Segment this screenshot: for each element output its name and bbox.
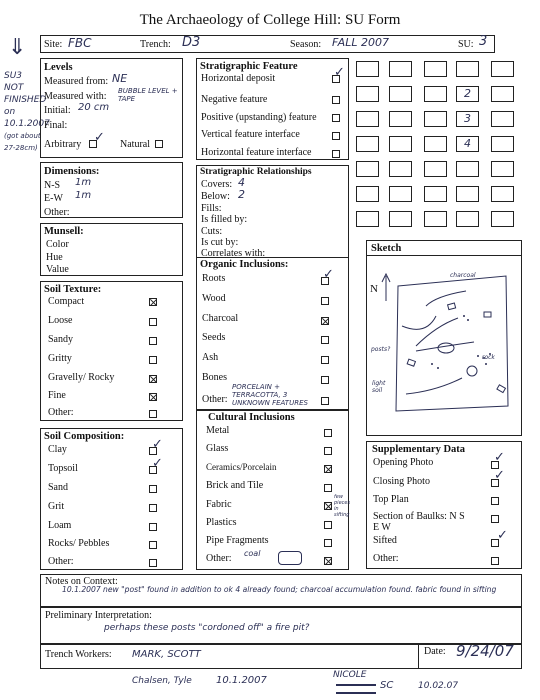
organic-roots: Roots — [202, 273, 226, 284]
rel-covers-value: 4 — [238, 176, 245, 189]
cultural-metal: Metal — [206, 425, 230, 436]
rel-fills: Fills: — [201, 203, 222, 214]
sketch-label-light-soil: light soil — [372, 380, 386, 394]
supplementary-title: Supplementary Data — [372, 444, 466, 455]
cultural-title: Cultural Inclusions — [208, 412, 295, 423]
supp-opening-photo: Opening Photo — [373, 457, 434, 468]
cultural-fabric-checkbox[interactable] — [324, 502, 332, 510]
su-number-box[interactable] — [356, 186, 379, 202]
measured-from-value: NE — [112, 72, 128, 85]
signature-date-2: 10.02.07 — [418, 681, 459, 691]
su-number-box[interactable] — [424, 86, 447, 102]
notes-value: 10.1.2007 new "post" found in addition to ok 4 already found; charcoal accumulation found. fabric found in sifting — [62, 585, 497, 594]
date-value: 9/24/07 — [456, 642, 514, 660]
texture-gritty: Gritty — [48, 353, 72, 364]
comp-other: Other: — [48, 556, 74, 567]
rel-cut-by: Is cut by: — [201, 237, 239, 248]
texture-sandy-checkbox[interactable] — [149, 337, 157, 345]
su-number-box[interactable] — [389, 211, 412, 227]
cultural-fabric-note: few pieces in sifting — [334, 494, 351, 518]
trench-label: Trench: — [140, 39, 171, 50]
measured-from-label: Measured from: — [44, 76, 109, 87]
supp-other-checkbox[interactable] — [491, 557, 499, 565]
su-number-box[interactable] — [424, 61, 447, 77]
su-number-box[interactable] — [424, 111, 447, 127]
supp-sifted-check-mark: ✓ — [497, 528, 508, 543]
arbitrary-check-mark: ✓ — [94, 130, 105, 145]
supp-top-plan-checkbox[interactable] — [491, 497, 499, 505]
curve-1 — [402, 316, 436, 329]
sketch-label-rock: rock — [482, 354, 495, 361]
su-number-box[interactable] — [491, 61, 514, 77]
ns-label: N-S — [44, 180, 61, 191]
post-3 — [407, 359, 415, 366]
coal-scribble — [278, 551, 302, 565]
organic-seeds-checkbox[interactable] — [321, 336, 329, 344]
su-number-box[interactable] — [356, 61, 379, 77]
organic-other-checkbox[interactable] — [321, 397, 329, 405]
arrow-1 — [416, 318, 458, 346]
su-number-box[interactable] — [356, 211, 379, 227]
cultural-glass-checkbox[interactable] — [324, 447, 332, 455]
su-number-box[interactable] — [491, 136, 514, 152]
rel-below: Below: — [201, 191, 230, 202]
sketch-outline — [396, 276, 508, 411]
comp-topsoil: Topsoil — [48, 463, 78, 474]
season-label: Season: — [290, 39, 322, 50]
su-number-box[interactable] — [389, 186, 412, 202]
workers-value: MARK, SCOTT — [132, 649, 201, 660]
organic-wood-checkbox[interactable] — [321, 297, 329, 305]
su-number-box[interactable] — [389, 136, 412, 152]
munsell-title: Munsell: — [44, 226, 84, 237]
post-2 — [484, 312, 491, 317]
date-label: Date: — [424, 646, 446, 657]
strat-feature-title: Stratigraphic Feature — [200, 61, 298, 72]
post-1 — [448, 303, 456, 310]
signature-initials-2: SC — [380, 680, 394, 691]
rel-below-value: 2 — [238, 188, 245, 201]
dot-5 — [431, 363, 433, 365]
comp-clay-check-mark: ✓ — [152, 437, 163, 452]
comp-clay: Clay — [48, 444, 67, 455]
su-number-box[interactable] — [424, 161, 447, 177]
strat-vertical-checkbox[interactable] — [332, 132, 340, 140]
workers-section — [40, 644, 522, 669]
comp-rocks-checkbox[interactable] — [149, 541, 157, 549]
interpretation-value: perhaps these posts "cordoned off" a fire pit? — [104, 623, 310, 633]
supp-section-baulks: Section of Baulks: N S E W — [373, 511, 465, 533]
organic-seeds: Seeds — [202, 332, 226, 343]
su-value: 3 — [479, 34, 488, 49]
strikeout-scribble — [336, 684, 376, 694]
cultural-pipe-checkbox[interactable] — [324, 539, 332, 547]
texture-compact: Compact — [48, 296, 85, 307]
organic-charcoal-checkbox[interactable] — [321, 317, 329, 325]
su-number-box[interactable] — [491, 111, 514, 127]
su-number-box[interactable] — [456, 186, 479, 202]
cultural-brick: Brick and Tile — [206, 480, 264, 491]
supp-section-baulks-checkbox[interactable] — [491, 515, 499, 523]
su-number-box[interactable] — [356, 86, 379, 102]
dot-7 — [463, 315, 465, 317]
organic-wood: Wood — [202, 293, 226, 304]
rel-cuts: Cuts: — [201, 226, 223, 237]
strat-vertical: Vertical feature interface — [201, 129, 300, 140]
cultural-metal-checkbox[interactable] — [324, 429, 332, 437]
texture-loose-checkbox[interactable] — [149, 318, 157, 326]
organic-roots-check-mark: ✓ — [323, 267, 334, 282]
cultural-other: Other: — [206, 553, 232, 564]
sketch-north-label: N — [370, 283, 378, 295]
levels-title: Levels — [44, 62, 73, 73]
measured-with-label: Measured with: — [44, 91, 107, 102]
natural-label: Natural — [120, 139, 150, 150]
sketch-label-posts: posts? — [371, 346, 391, 353]
cultural-brick-checkbox[interactable] — [324, 484, 332, 492]
comp-rocks: Rocks/ Pebbles — [48, 538, 110, 549]
su-number-box[interactable] — [491, 161, 514, 177]
soil-texture-title: Soil Texture: — [44, 284, 102, 295]
date-divider — [418, 644, 419, 669]
munsell-color: Color — [46, 239, 69, 250]
initial-value: 20 cm — [78, 102, 110, 113]
trench-value: D3 — [182, 35, 201, 50]
organic-ash: Ash — [202, 352, 219, 363]
texture-compact-checkbox[interactable] — [149, 298, 157, 306]
su-number-box[interactable] — [356, 136, 379, 152]
cultural-fabric: Fabric — [206, 499, 232, 510]
texture-loose: Loose — [48, 315, 73, 326]
comp-other-checkbox[interactable] — [149, 559, 157, 567]
su-number-box[interactable] — [456, 211, 479, 227]
strat-negative-checkbox[interactable] — [332, 96, 340, 104]
organic-bones-checkbox[interactable] — [321, 376, 329, 384]
su-number-box[interactable] — [424, 211, 447, 227]
supp-closing-check-mark: ✓ — [494, 468, 505, 483]
organic-title: Organic Inclusions: — [200, 259, 289, 270]
rock-circle — [467, 366, 477, 376]
sketch-title: Sketch — [371, 243, 402, 254]
site-value: FBC — [68, 36, 92, 50]
comp-grit-checkbox[interactable] — [149, 504, 157, 512]
interpretation-label: Preliminary Interpretation: — [45, 610, 152, 621]
dot-4 — [485, 363, 487, 365]
su-number-box[interactable]: 2 — [456, 86, 479, 102]
organic-ash-checkbox[interactable] — [321, 356, 329, 364]
signature-name-2: NICOLE — [333, 670, 367, 680]
su-number-box[interactable] — [424, 186, 447, 202]
comp-sand-checkbox[interactable] — [149, 485, 157, 493]
su-number-box[interactable] — [356, 111, 379, 127]
header-bar — [40, 35, 495, 53]
cultural-plastics: Plastics — [206, 517, 237, 528]
strat-horizontal-interface: Horizontal feature interface — [201, 147, 312, 158]
dot-6 — [437, 367, 439, 369]
supp-sifted: Sifted — [373, 535, 397, 546]
sketch-label-charcoal: charcoal — [450, 272, 476, 279]
supp-closing-photo: Closing Photo — [373, 476, 430, 487]
soil-composition-title: Soil Composition: — [44, 431, 125, 442]
supp-other: Other: — [373, 553, 399, 564]
margin-note: SU3 NOT FINISHED on 10.1.2007 (got about 27-28cm) — [4, 71, 50, 152]
cultural-other-checkbox[interactable] — [324, 557, 332, 565]
final-label: Final: — [44, 120, 68, 131]
dimensions-title: Dimensions: — [44, 166, 100, 177]
comp-grit: Grit — [48, 501, 65, 512]
initial-label: Initial: — [44, 105, 71, 116]
cultural-ceramics-checkbox[interactable] — [324, 465, 332, 473]
su-label: SU: — [458, 39, 474, 50]
post-4 — [497, 385, 506, 393]
comp-loam-checkbox[interactable] — [149, 523, 157, 531]
margin-arrow: ⇓ — [8, 35, 27, 60]
arbitrary-label: Arbitrary — [44, 139, 82, 150]
strat-relationships-title: Stratigraphic Relationships — [200, 167, 312, 177]
charcoal-blob — [438, 343, 454, 353]
su-number-box[interactable] — [389, 61, 412, 77]
texture-sandy: Sandy — [48, 334, 73, 345]
measured-with-value: BUBBLE LEVEL + TAPE — [118, 87, 178, 103]
su-number-box[interactable]: 4 — [456, 136, 479, 152]
arrow-3 — [406, 378, 462, 394]
organic-other-value: PORCELAIN + TERRACOTTA, 3 UNKNOWN FEATURES — [232, 383, 308, 407]
ns-value: 1m — [75, 177, 92, 188]
texture-gritty-checkbox[interactable] — [149, 356, 157, 364]
comp-topsoil-check-mark: ✓ — [152, 456, 163, 471]
rel-correlates: Correlates with: — [201, 248, 266, 259]
su-number-box[interactable] — [356, 161, 379, 177]
cultural-plastics-checkbox[interactable] — [324, 521, 332, 529]
comp-loam: Loam — [48, 520, 72, 531]
texture-other-checkbox[interactable] — [149, 410, 157, 418]
dot-8 — [467, 319, 469, 321]
dot-1 — [477, 355, 479, 357]
signature-name-1: Chalsen, Tyle — [132, 676, 192, 686]
texture-gravelly: Gravelly/ Rocky — [48, 372, 115, 383]
signature-date-1: 10.1.2007 — [216, 675, 267, 686]
ew-value: 1m — [75, 190, 92, 201]
texture-fine: Fine — [48, 390, 66, 401]
supp-opening-check-mark: ✓ — [494, 450, 505, 465]
cultural-glass: Glass — [206, 443, 229, 454]
supp-top-plan: Top Plan — [373, 494, 409, 505]
strat-negative: Negative feature — [201, 94, 268, 105]
strat-horizontal-deposit: Horizontal deposit — [201, 73, 276, 84]
munsell-value: Value — [46, 264, 69, 275]
su-number-box[interactable] — [456, 161, 479, 177]
ew-label: E-W — [44, 193, 63, 204]
su-number-box[interactable] — [491, 211, 514, 227]
texture-gravelly-checkbox[interactable] — [149, 375, 157, 383]
arrow-4 — [426, 291, 466, 306]
strat-positive-checkbox[interactable] — [332, 114, 340, 122]
su-number-box[interactable] — [389, 161, 412, 177]
cultural-ceramics: Ceramics/Porcelain — [206, 462, 277, 472]
strat-horizontal-check-mark: ✓ — [334, 65, 345, 80]
strat-horizontal-interface-checkbox[interactable] — [332, 150, 340, 158]
rel-filled-by: Is filled by: — [201, 214, 248, 225]
natural-checkbox[interactable] — [155, 140, 163, 148]
site-label: Site: — [44, 39, 63, 50]
su-number-box[interactable]: 3 — [456, 111, 479, 127]
su-number-box[interactable] — [389, 111, 412, 127]
cultural-pipe: Pipe Fragments — [206, 535, 269, 546]
texture-fine-checkbox[interactable] — [149, 393, 157, 401]
workers-label: Trench Workers: — [45, 649, 112, 660]
comp-sand: Sand — [48, 482, 68, 493]
su-number-box[interactable] — [456, 61, 479, 77]
strat-positive: Positive (upstanding) feature — [201, 112, 317, 123]
texture-other: Other: — [48, 407, 74, 418]
organic-charcoal: Charcoal — [202, 313, 239, 324]
dimensions-other-label: Other: — [44, 207, 70, 218]
season-value: FALL 2007 — [332, 36, 389, 49]
munsell-hue: Hue — [46, 252, 63, 263]
su-number-box[interactable] — [491, 86, 514, 102]
rel-covers: Covers: — [201, 179, 233, 190]
organic-other: Other: — [202, 394, 228, 405]
su-number-box[interactable] — [424, 136, 447, 152]
organic-bones: Bones — [202, 372, 227, 383]
su-number-box[interactable] — [389, 86, 412, 102]
cultural-other-value: coal — [244, 549, 261, 558]
su-number-box[interactable] — [491, 186, 514, 202]
notes-label: Notes on Context: — [45, 576, 118, 587]
page-title: The Archaeology of College Hill: SU Form — [139, 12, 401, 28]
